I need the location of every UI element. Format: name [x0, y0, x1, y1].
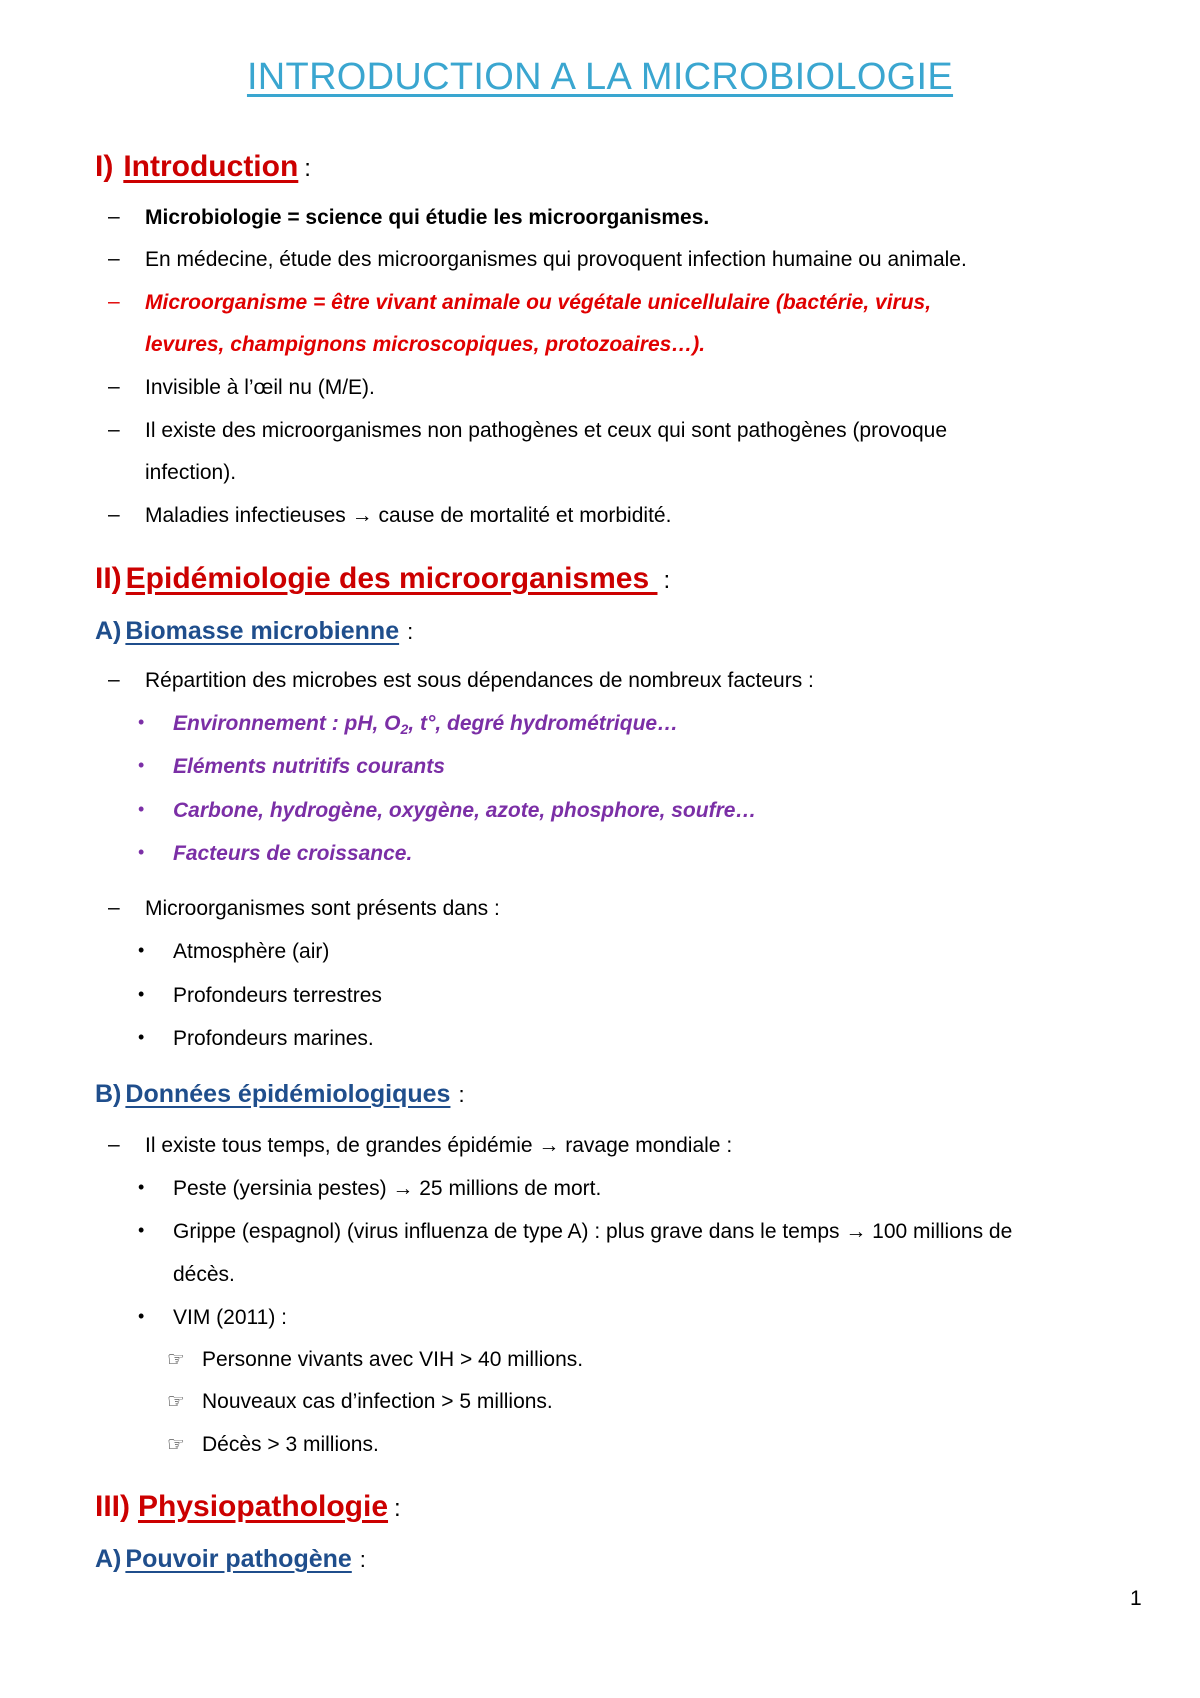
presence-intro: Microorganismes sont présents dans : — [145, 897, 500, 920]
bullet-marker: • — [138, 940, 145, 960]
dash-marker: – — [108, 418, 120, 441]
epidemic-flu-cont: décès. — [173, 1263, 235, 1286]
bullet-marker: • — [138, 984, 145, 1004]
section-1-heading — [95, 150, 311, 184]
factor-elements: Carbone, hydrogène, oxygène, azote, phosphore, soufre… — [173, 799, 757, 822]
bullet-marker: • — [138, 1306, 145, 1326]
dash-marker: – — [108, 247, 120, 270]
section-2-label: Epidémiologie des microorganismes — [125, 562, 658, 595]
vim-item-3: Décès > 3 millions. — [202, 1433, 379, 1456]
intro-item-2: En médecine, étude des microorganismes qui provoquent infection humaine ou animale. — [145, 248, 967, 271]
presence-item-3: Profondeurs marines. — [173, 1027, 374, 1050]
epidemic-flu: Grippe (espagnol) (virus influenza de type A) : plus grave dans le temps → 100 millions de — [173, 1220, 1013, 1243]
subsection-3a-label: Pouvoir pathogène — [125, 1545, 352, 1573]
subsection-3a-colon: : — [359, 1547, 366, 1572]
subsection-2a-label: Biomasse microbienne — [125, 617, 400, 645]
subsection-2b-heading — [95, 1080, 465, 1109]
vim-item-2: Nouveaux cas d’infection > 5 millions. — [202, 1390, 553, 1413]
subsection-2a-colon: : — [407, 619, 414, 644]
bullet-marker: • — [138, 712, 145, 732]
dash-marker: – — [108, 503, 120, 526]
pointing-hand-icon: ☞ — [167, 1434, 185, 1456]
section-2-number: II) — [95, 562, 122, 595]
presence-item-1: Atmosphère (air) — [173, 940, 330, 963]
epidemic-vim: VIM (2011) : — [173, 1306, 287, 1329]
dash-marker: – — [108, 668, 120, 691]
section-3-label: Physiopathologie — [138, 1490, 389, 1523]
factor-environment: Environnement : pH, $O_2$, t°, degré hydrométrique… — [173, 712, 679, 737]
subsection-2a-number: A) — [95, 617, 122, 645]
bullet-marker: • — [138, 755, 145, 775]
subscript-2: 2 — [400, 721, 409, 737]
page-number: 1 — [1130, 1587, 1142, 1610]
intro-item-1: Microbiologie = science qui étudie les microorganismes. — [145, 206, 710, 229]
subsection-3a-number: A) — [95, 1545, 122, 1573]
section-3-heading — [95, 1490, 401, 1524]
intro-item-5-cont: infection). — [145, 461, 237, 484]
subsection-2b-colon: : — [458, 1082, 465, 1107]
intro-item-3: Microorganisme = être vivant animale ou végétale unicellulaire (bactérie, virus, — [145, 291, 932, 314]
section-3-number: III) — [95, 1490, 130, 1523]
epidemic-plague: Peste (yersinia pestes) → 25 millions de mort. — [173, 1177, 602, 1200]
section-2-colon: : — [663, 567, 671, 594]
intro-item-6: Maladies infectieuses → cause de mortalité et morbidité. — [145, 504, 672, 527]
section-2-heading — [95, 562, 670, 596]
subsection-2a-heading — [95, 617, 413, 646]
pointing-hand-icon: ☞ — [167, 1391, 185, 1413]
dash-marker: – — [108, 290, 120, 313]
dash-marker: – — [108, 896, 120, 919]
intro-item-5: Il existe des microorganismes non pathogènes et ceux qui sont pathogènes (provoque — [145, 419, 947, 442]
dash-marker: – — [108, 375, 120, 398]
subsection-2b-label: Données épidémiologiques — [125, 1080, 451, 1108]
factor-growth: Facteurs de croissance. — [173, 842, 413, 865]
epidemic-intro: Il existe tous temps, de grandes épidémie → ravage mondiale : — [145, 1134, 733, 1157]
factor-nutrients: Eléments nutritifs courants — [173, 755, 445, 778]
intro-item-4: Invisible à l’œil nu (M/E). — [145, 376, 375, 399]
bullet-marker: • — [138, 1177, 145, 1197]
subsection-3a-heading — [95, 1545, 366, 1574]
dash-marker: – — [108, 1133, 120, 1156]
intro-item-3-cont: levures, champignons microscopiques, protozoaires…). — [145, 333, 706, 356]
vim-item-1: Personne vivants avec VIH > 40 millions. — [202, 1348, 584, 1371]
document-title: INTRODUCTION A LA MICROBIOLOGIE — [246, 56, 954, 98]
section-1-colon: : — [304, 155, 311, 182]
section-3-colon: : — [394, 1495, 401, 1522]
subsection-2b-number: B) — [95, 1080, 122, 1108]
bullet-marker: • — [138, 1027, 145, 1047]
pointing-hand-icon: ☞ — [167, 1349, 185, 1371]
bullet-marker: • — [138, 842, 145, 862]
dash-marker: – — [108, 205, 120, 228]
bullet-marker: • — [138, 799, 145, 819]
presence-item-2: Profondeurs terrestres — [173, 984, 382, 1007]
section-1-label: Introduction — [123, 150, 299, 183]
biomass-intro: Répartition des microbes est sous dépendances de nombreux facteurs : — [145, 669, 814, 692]
section-1-number: I) — [95, 150, 114, 183]
bullet-marker: • — [138, 1220, 145, 1240]
